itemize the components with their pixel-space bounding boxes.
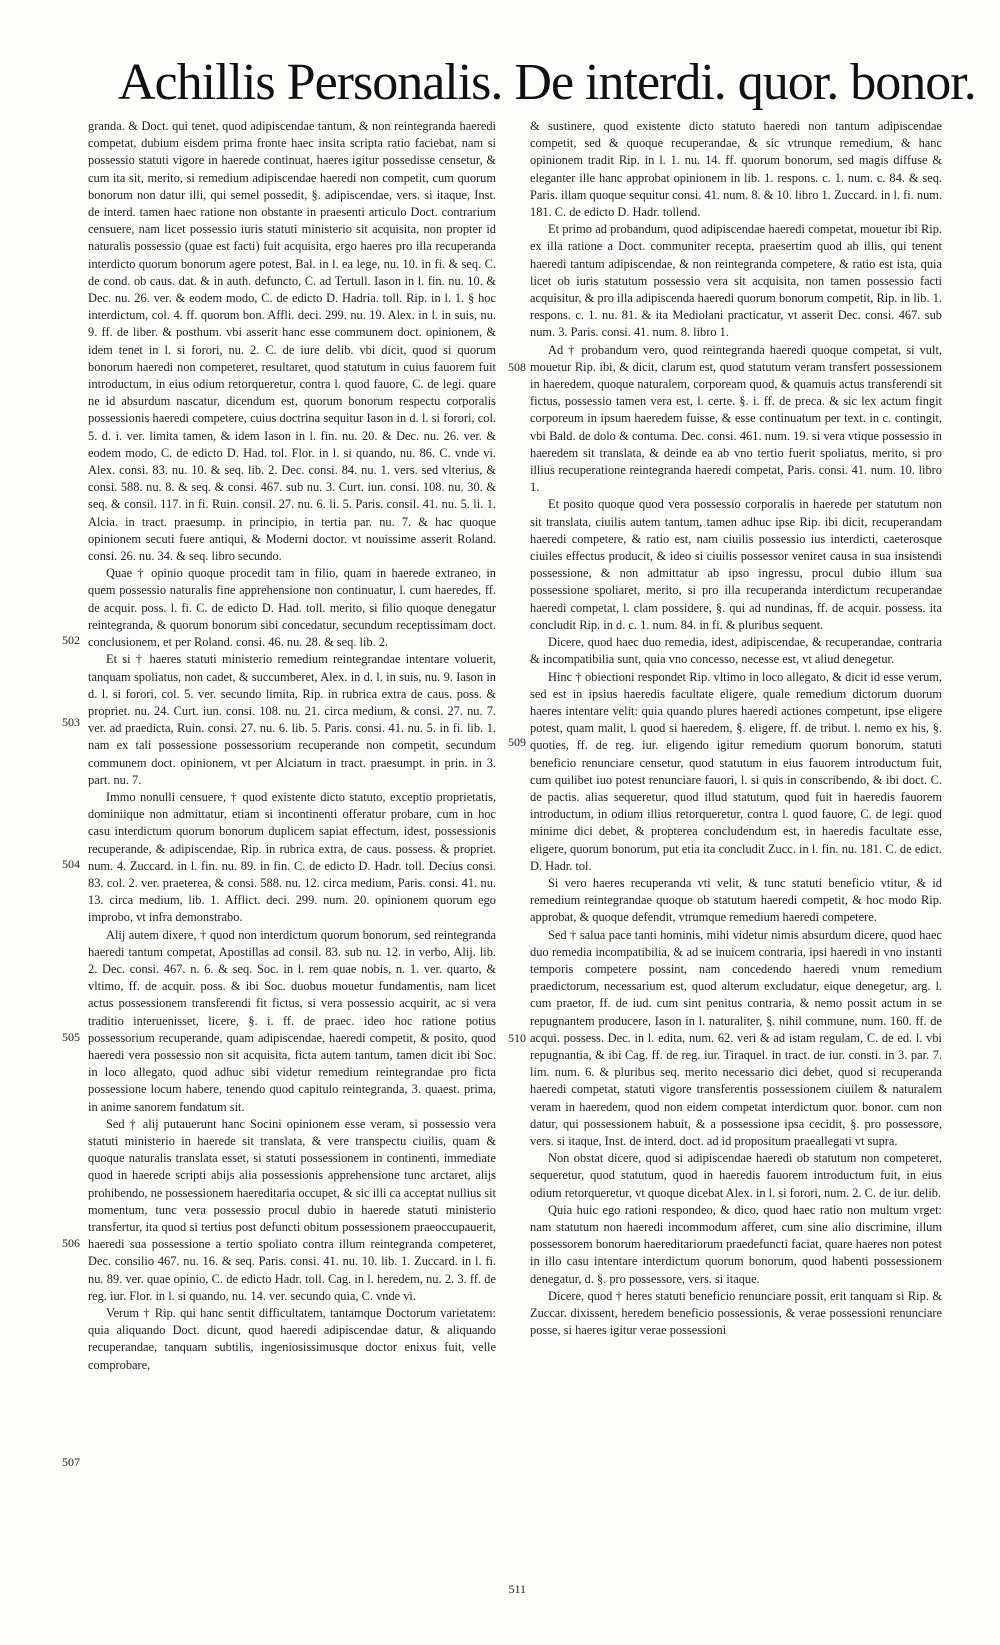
paragraph: Sed † salua pace tanti hominis, mihi videtur nimis absurdum dicere, quod haec duo remedia incompatibilia, & ad se inuicem contraria, ipsi haeredi in vno instanti temporis competere possint, nam concedendo haeredi vnum remedium praedictorum, necessarium est, quod alterum excludatur, eique denegetur, arg. l. cum praetor, ff. de iud. cum sint penitus contraria, & nemo possit actum in se repugnantem producere, Iason in l. naturaliter, §. nihil commune, num. 160. ff. de acqui. possess. Dec. in l. edita, num. 62. veri & ad istam regulam, C. de ed. l. vbi repugnantia, & ibi Cag. ff. de reg. iur. Tiraquel. in tract. de iur. consti. in 3. par. 7. lim. num. 6. & pluribus seq. merito necessario dici debet, quod si recuperanda haeredi competat, statuti vigore transferentis possessionem ciuilem & naturalem veram in haeredem, quod non eidem competat interdictum quor. bonor. cum non datur, qui possessionem habuit, & a possessione ipsa cecidit, §. pro possessore, vers. si itaque, Inst. de interd. doct. ad id propositum praeallegati vt supra. bbox=[530, 927, 942, 1148]
margin-number: 504 bbox=[62, 857, 80, 871]
paragraph: Et posito quoque quod vera possessio corporalis in haerede per statutum non sit translata, ciuilis autem tantum, tamen adhuc ipse Rip. ibi dicit, recuperandam haeredi competere, & ratio est, nam ciuilis possessio ius interdicti, caeterosque ciuiles effectus producit, & ideo si ciuilis possessor veniret causa in sua insistendi possessione, & non admittatur ab ipso ingressu, procul dubio illum sua possessione spoliaret, merito, si pro illa recuperanda interdictum recuperandae haeredi competat, l. clam possidere, §. qui ad nundinas, ff. de acquir. possess. ita concludit Rip. in d. c. 1. num. 84. in fi. & pluribus sequent. bbox=[530, 497, 942, 632]
margin-number: 507 bbox=[62, 1455, 80, 1469]
paragraph: Dicere, quod † heres statuti beneficio renunciare possit, erit tanquam si Rip. & Zuccar. dixissent, heredem beneficio possessionis, & verae possessioni renunciare posse, si haeres igitur verae possessioni bbox=[530, 1288, 942, 1338]
margin-number: 508 bbox=[508, 360, 526, 374]
margin-number: 506 bbox=[62, 1236, 80, 1250]
paragraph: & sustinere, quod existente dicto statuto haeredi non tantum adipiscendae competit, sed & quoque recuperandae, & sic vtrunque remedium, & hanc opinionem tradit Rip. in l. 1. nu. 14. ff. quorum bonorum, sed magis diffuse & eleganter ille hanc approbat opinionem in lib. 1. respons. c. 1. num. c. 84. & seq. Paris. illam quoque sequitur consi. 41. num. 8. & 10. libro 1. Zuccard. in l. fi. num. 181. C. de edicto D. Hadr. tollend. bbox=[530, 119, 942, 220]
margin-number: 509 bbox=[508, 735, 526, 749]
margin-number: 503 bbox=[62, 715, 80, 729]
margin-number: 505 bbox=[62, 1030, 80, 1044]
paragraph: Et si † haeres statuti ministerio remedium reintegrandae intentare voluerit, tanquam spoliatus, non cadet, & succumberet, Alex. in d. l. in suis, nu. 9. Iason in d. l. si forori, col. 5. ver. secundo limita, Rip. in rubrica extra de caus. poss. & propriet. nu. 24. Curt. iun. consi. 108. nu. 21. circa medium, & consi. 27. nu. 7. ver. ad praedicta, Ruin. consi. 27. nu. 6. lib. 5. Paris. consi. 41. nu. 5. in fi. lib. 1. nam ex tali possessione possessorium recuperande non competit, secundum communem doct. opinionem, vt per Alciatum in tract. praesumpt. in prin. in 3. part. nu. 7. bbox=[88, 652, 496, 787]
paragraph: Immo nonulli censuere, † quod existente dicto statuto, exceptio proprietatis, dominiique non admittatur, etiam si incontinenti offeratur probare, cum in hoc casu interdictum quorum bonorum duplicem sapiat effectum, idest, possessionis recuperande, & adipiscendae, Rip. in rubrica extra, de caus. possess. & propriet. num. 4. Zuccard. in l. fin. nu. 89. in fin. C. de edicto D. Hadr. toll. Decius consi. 83. col. 2. ver. praeterea, & consi. 588. nu. 12. circa medium, Paris. consi. 41. nu. 13. circa medium, lib. 1. Afflict. deci. 299. num. 20. opinionem quorum ego improbo, vt infra demonstrabo. bbox=[88, 789, 496, 925]
margin-number: 511 bbox=[508, 1582, 526, 1596]
paragraph: Dicere, quod haec duo remedia, idest, adipiscendae, & recuperandae, contraria & incompatibilia sunt, quia vno concesso, necesse est, vt aliud denegetur. bbox=[530, 635, 942, 667]
left-column bbox=[88, 118, 496, 1628]
margin-number: 502 bbox=[62, 633, 80, 647]
paragraph: Verum † Rip. qui hanc sentit difficultatem, tantamque Doctorum varietatem: quia aliquando Doct. dicunt, quod haeredi adipiscendae datur, & aliquando recuperandae, tanquam subtilis, ingeniosissimusque doctor enixus fuit, velle comprobare, bbox=[88, 1306, 496, 1372]
right-column bbox=[530, 118, 942, 1628]
running-head: Achillis Personalis. De interdi. quor. bonor. bbox=[118, 54, 976, 111]
paragraph: Non obstat dicere, quod si adipiscendae haeredi ob statutum non competeret, sequeretur, quod statutum, quod in haeredis fauorem introductum fuit, in eius odium retorqueretur, vt quoque dicebat Alex. in l. si forori, num. 2. C. de iur. delib. bbox=[530, 1151, 942, 1200]
paragraph: Si vero haeres recuperanda vti velit, & tunc statuti beneficio vtitur, & id remedium reintegrandae quoque ob statutum haeredi competit, & hoc modo Rip. approbat, & quoque defendit, vtrumque remedium haeredi competere. bbox=[530, 875, 942, 925]
paragraph: Hinc † obiectioni respondet Rip. vltimo in loco allegato, & dicit id esse verum, sed est in ipsius haeredis facultate eligere, quale remedium dictorum duorum haeres intentare velit: quia quando plures haeredi actiones competunt, ipse eligere potest, quam malit, l. quod si haeredem, §. eligere, ff. de tribut. l. nemo ex his, §. quoties, ff. de reg. iur. eligendo igitur remedium quorum bonorum, statuti beneficio renunciare censetur, quod statutum in eius fauorem introductum fuit, cum quilibet iuo potest renunciare fauori, l. si quis in conscribendo, & ibi doct. C. de pactis. alias sequeretur, quod illud statutum, quod fuit in haeredis fauorem introductum, in odium illius retorqueretur, contra l. quod fauore, C. de legi. quod minime dici debet, & propterea concludendum est, in haeredis facultate esse, eligere, quorum bonorum, put etia ita concludit Zucc. in l. fin. nu. 181. C. de edict. D. Hadr. tol. bbox=[530, 669, 942, 873]
paragraph: Quae † opinio quoque procedit tam in filio, quam in haerede extraneo, in quem possessio naturalis fine apprehensione non continuatur, l. cum haeredes, ff. de acquir. poss. l. fi. C. de edicto D. Had. toll. merito, si filio quoque denegatur reintegranda, & quorum bonorum sibi concedatur, secundum receptissimam doct. conclusionem, et per Roland. consi. 46. nu. 28. & seq. lib. 2. bbox=[88, 566, 496, 650]
paragraph: Quia huic ego rationi respondeo, & dico, quod haec ratio non multum vrget: nam statutum non haeredi incommodum afferet, cum sine alio discrimine, illum possessorem bonorum haereditariorum praedefuncti faciat, quare haeres non potest in illo casu intentare interdictum quorum bonorum, quod habenti possessionem denegatur, d. §. pro possessore, vers. si itaque. bbox=[530, 1202, 942, 1286]
paragraph: Alij autem dixere, † quod non interdictum quorum bonorum, sed reintegranda haeredi tantum competat, Apostillas ad consil. 83. sub nu. 12. in verbo, Alij. lib. 2. Dec. consi. 467. n. 6. & seq. Soc. in l. rem quae nobis, n. 1. ver. quarto, & vltimo, ff. de acquir. poss. & ibi Soc. duobus mouetur fundamentis, nam licet actus possessionem transferendi fit fictus, si vera possessio acquirit, ac si vera traditio interuenisset, licere, §. i. ff. de praec. ideo hoc ratione potius possessorium recuperande, quam adipiscendae, haeredi competit, & posito, quod haeredi vera possessio non sit acquisita, ficta autem tantum, tamen dicit ibi Soc. in loco allegato, quod adhuc sibi videtur remedium reintegrandae pro ficta possessione locum habere, tenendo quod capitulo reintegranda, 3. quaest. prima, in anime sanorem fundatum sit. bbox=[88, 927, 496, 1114]
paragraph: granda. & Doct. qui tenet, quod adipiscendae tantum, & non reintegranda haeredi competat, dubium eisdem prima fronte haec insita scripta ratio faciebat, nam si possessio statuti vigore in haerede continuat, haeres igitur possedisse censetur, & cum ita sit, merito, si remedium adipiscendae haeredi non competit, cum quorum bonorum non datur illi, qui semel possedit, §. adipiscendae, vers. si itaque, Inst. de interd. tamen haec ratione non obstante in praesenti articulo Doct. contrarium censuere, nam licet possessio iuris statuti ministerio sit acquisita, non propter id naturalis possessio (quae est facti) fuit acquisita, ergo haeres pro illa recuperanda interdicto quorum bonorum agere potest, Bal. in l. ea lege, nu. 10. in fi. & seq. C. de cond. ob caus. dat. & in auth. defuncto, C. ad Tertull. Iason in l. fin. nu. 10. & Dec. nu. 26. ver. & eodem modo, C. de edicto D. Hadria. toll. Rip. in l. 1. § hoc interdictum, col. 4. ff. quorum bon. Affli. deci. 299. nu. 19. Alex. in l. in suis, nu. 9. ff. de liber. & posthum. vbi asserit hanc esse communem doct. opinionem, & idem tenet in l. si forori, nu. 2. C. de iure delib. vbi dicit, quod si quorum bonorum haeredi non competeret, resultaret, quod statutum in cuius fauorem fuit introductum, in eius odium retorqueretur, contra l. quod fauore, C. de legi. quare ne id absurdum nascatur, dicendum est, quorum bonorum respectu corporalis possessionis haeredi competere, cuius doctrina sequitur Iason in d. l. si forori, col. 5. d. i. ver. limita tamen, & idem Iason in l. fin. nu. 20. & Dec. nu. 26. ver. & eodem modo, C. de edicto D. Had. tol. Flor. in l. si quando, nu. 86. C. vnde vi. Alex. consi. 83. nu. 10. & seq. lib. 2. Dec. consi. 84. nu. 1. vers. sed vlterius, & consi. 588. nu. 8. & seq. & consi. 467. sub nu. 3. Curt. iun. consi. 108. nu. 30. & seq. & consil. 117. in fi. Ruin. consil. 27. nu. 6. li. 5. Paris. consil. 41. nu. 5. li. 1. Alcia. in tract. praesump. in principio, in tertia par. nu. 7. & hac quoque opinionem secuti fuere antiqui, & Moderni doctor. vt nouissime asserit Roland. consi. 26. nu. 34. & seq. libro secundo. bbox=[88, 119, 496, 564]
paragraph: Ad † probandum vero, quod reintegranda haeredi quoque competat, si vult, mouetur Rip. ibi, & dicit, clarum est, quod statutum veram transfert possessionem in haeredem, quoque naturalem, corpoream quod, & quamuis actus transferendi sit fictus, possessio tamen vera est, l. certe. §. i. ff. de preca. & sic lex actum fingit corporeum in ipsum haeredem fuisse, & esse continuatum per text. in c. contingit, vbi Bald. de dolo & contuma. Dec. consi. 461. num. 19. si vera vtique possessio in haeredem sit translata, & deinde ea ab vno tertio fuerit spoliatus, merito, si pro illius recuperatione reintegranda haeredi competat, Paris. consi. 41. num. 10. libro 1. bbox=[530, 342, 942, 495]
paragraph: Sed † alij putauerunt hanc Socini opinionem esse veram, si possessio vera statuti ministerio in haerede sit translata, & vere transpectu ciuilis, quam & quoque naturalis translata esset, si statuti possessionem in continenti, immediate quod in haerede scripti abijs alia possessionis apprehensione tunc arctaret, alijs prohibendo, ne possessionem haereditaria occupet, & sic illi ca acceptat nullius sit momentum, tunc vera possessio procul dubio in haerede statuti ministerio transfertur, ita quod si tertius post defuncti obitum possessionem praeoccupauerit, haeredi sua possessione a tertio spoliato contra illum reintegranda competeret, Dec. consilio 467. nu. 16. & seq. Paris. consi. 41. nu. 10. lib. 1. Zuccard. in l. fi. nu. 89. ver. quae opinio, C. de edicto Hadr. toll. Cag. in l. heredem, nu. 2. 3. ff. de reg. iur. Flor. in l. si quando, nu. 14. ver. secundo quia, C. vnde vi. bbox=[88, 1116, 496, 1303]
paragraph: Et primo ad probandum, quod adipiscendae haeredi competat, mouetur ibi Rip. ex illa ratione a Doct. communiter recepta, praesertim quod ab illis, qui tenent haeredi tantum adipiscendae, & non reintegranda competere, & ratio est ista, quia licet ob iuris statutum possessio vera sit acquisita, non tamen possessio facti acquisitur, & pro illa adipiscenda haeredi quorum bonorum competit, Rip. in lib. 1. respons. c. 1. nu. 81. & ita Mediolani practicatur, vt asserit Dec. consi. 467. sub num. 3. Paris. consi. 41. num. 8. libro 1. bbox=[530, 222, 942, 340]
margin-number: 510 bbox=[508, 1031, 526, 1045]
